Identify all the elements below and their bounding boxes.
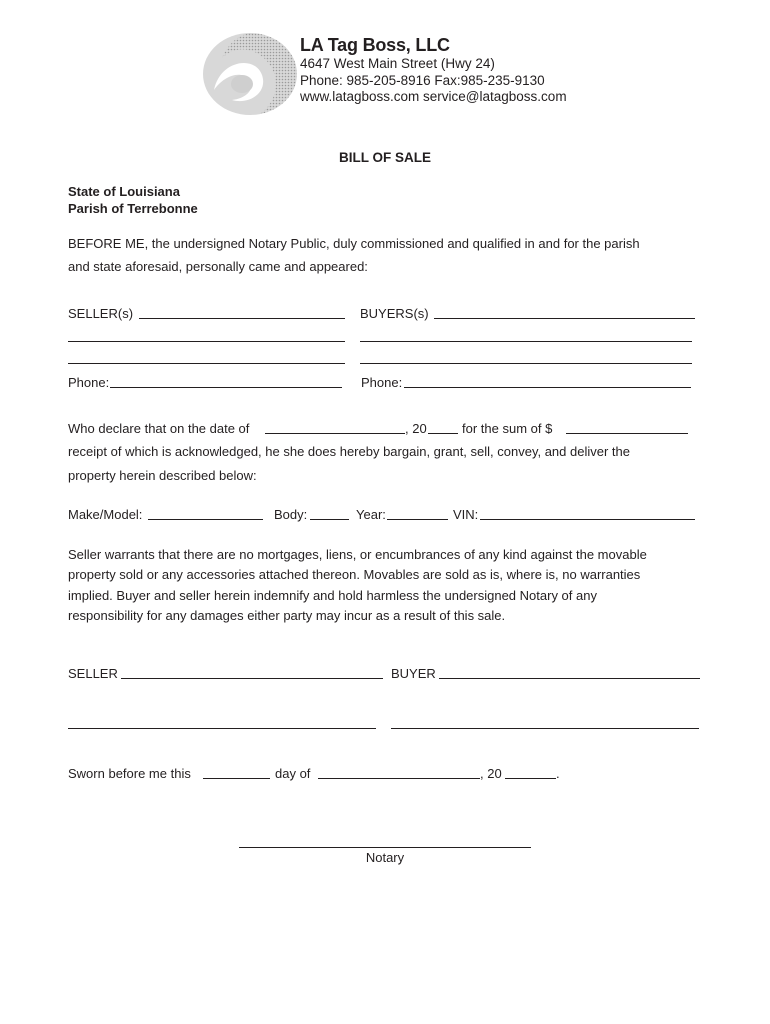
sworn-year-line[interactable] bbox=[505, 778, 556, 779]
body-line[interactable] bbox=[310, 519, 349, 520]
declaration-prefix: Who declare that on the date of bbox=[68, 421, 250, 436]
vin-label: VIN: bbox=[453, 507, 479, 522]
notary-label: Notary bbox=[365, 850, 405, 865]
company-name: LA Tag Boss, LLC bbox=[300, 35, 450, 55]
declaration-line-3: property herein described below: bbox=[68, 468, 257, 483]
warranty-line-1: Seller warrants that there are no mortgages, liens, or encumbrances of any kind against the movable bbox=[68, 547, 647, 562]
make-model-label: Make/Model: bbox=[68, 507, 143, 522]
parish-label: Parish of Terrebonne bbox=[68, 201, 198, 216]
year-label: Year: bbox=[356, 507, 386, 522]
warranty-line-2: property sold or any accessories attached thereon. Movables are sold as is, where is, no warranties bbox=[68, 567, 641, 582]
company-phone-fax: Phone: 985-205-8916 Fax:985-235-9130 bbox=[300, 73, 545, 88]
seller-phone-line[interactable] bbox=[110, 387, 342, 388]
body-label: Body: bbox=[274, 507, 308, 522]
seller-address-line-2[interactable] bbox=[68, 363, 345, 364]
sum-label: for the sum of $ bbox=[462, 421, 553, 436]
buyer-address-line-1[interactable] bbox=[360, 341, 692, 342]
company-logo bbox=[200, 30, 300, 118]
sworn-day-of: day of bbox=[275, 766, 311, 781]
sworn-day-line[interactable] bbox=[203, 778, 270, 779]
seller-signature-line[interactable] bbox=[121, 678, 383, 679]
state-label: State of Louisiana bbox=[68, 184, 180, 199]
declaration-line-2: receipt of which is acknowledged, he she does hereby bargain, grant, sell, convey, and deliver the bbox=[68, 444, 630, 459]
declaration-year-prefix: , 20 bbox=[405, 421, 427, 436]
buyer-address-line-2[interactable] bbox=[360, 363, 692, 364]
buyer-printed-name-line[interactable] bbox=[391, 728, 699, 729]
buyer-label: BUYERS(s) bbox=[360, 306, 429, 321]
sworn-prefix: Sworn before me this bbox=[68, 766, 191, 781]
buyer-phone-label: Phone: bbox=[361, 375, 403, 390]
buyer-name-line[interactable] bbox=[434, 318, 695, 319]
buyer-phone-line[interactable] bbox=[404, 387, 691, 388]
seller-signature-label: SELLER bbox=[68, 666, 118, 681]
warranty-line-4: responsibility for any damages either party may incur as a result of this sale. bbox=[68, 608, 506, 623]
intro-line-1: BEFORE ME, the undersigned Notary Public, duly commissioned and qualified in and for the parish bbox=[68, 236, 640, 251]
sale-date-line[interactable] bbox=[265, 433, 405, 434]
seller-printed-name-line[interactable] bbox=[68, 728, 376, 729]
company-address: 4647 West Main Street (Hwy 24) bbox=[300, 56, 495, 71]
intro-line-2: and state aforesaid, personally came and appeared: bbox=[68, 259, 368, 274]
year-line[interactable] bbox=[387, 519, 448, 520]
warranty-line-3: implied. Buyer and seller herein indemnify and hold harmless the undersigned Notary of any bbox=[68, 588, 597, 603]
vin-line[interactable] bbox=[480, 519, 695, 520]
sworn-month-line[interactable] bbox=[318, 778, 480, 779]
buyer-signature-label: BUYER bbox=[391, 666, 436, 681]
sworn-period: . bbox=[556, 766, 560, 781]
sworn-year-prefix: , 20 bbox=[480, 766, 502, 781]
make-model-line[interactable] bbox=[148, 519, 263, 520]
seller-name-line[interactable] bbox=[139, 318, 345, 319]
sale-amount-line[interactable] bbox=[566, 433, 688, 434]
seller-phone-label: Phone: bbox=[68, 375, 110, 390]
seller-label: SELLER(s) bbox=[68, 306, 134, 321]
notary-signature-line[interactable] bbox=[239, 847, 531, 848]
document-title: BILL OF SALE bbox=[338, 150, 431, 165]
seller-address-line-1[interactable] bbox=[68, 341, 345, 342]
sale-year-line[interactable] bbox=[428, 433, 458, 434]
company-web-email: www.latagboss.com service@latagboss.com bbox=[300, 89, 567, 104]
buyer-signature-line[interactable] bbox=[439, 678, 700, 679]
